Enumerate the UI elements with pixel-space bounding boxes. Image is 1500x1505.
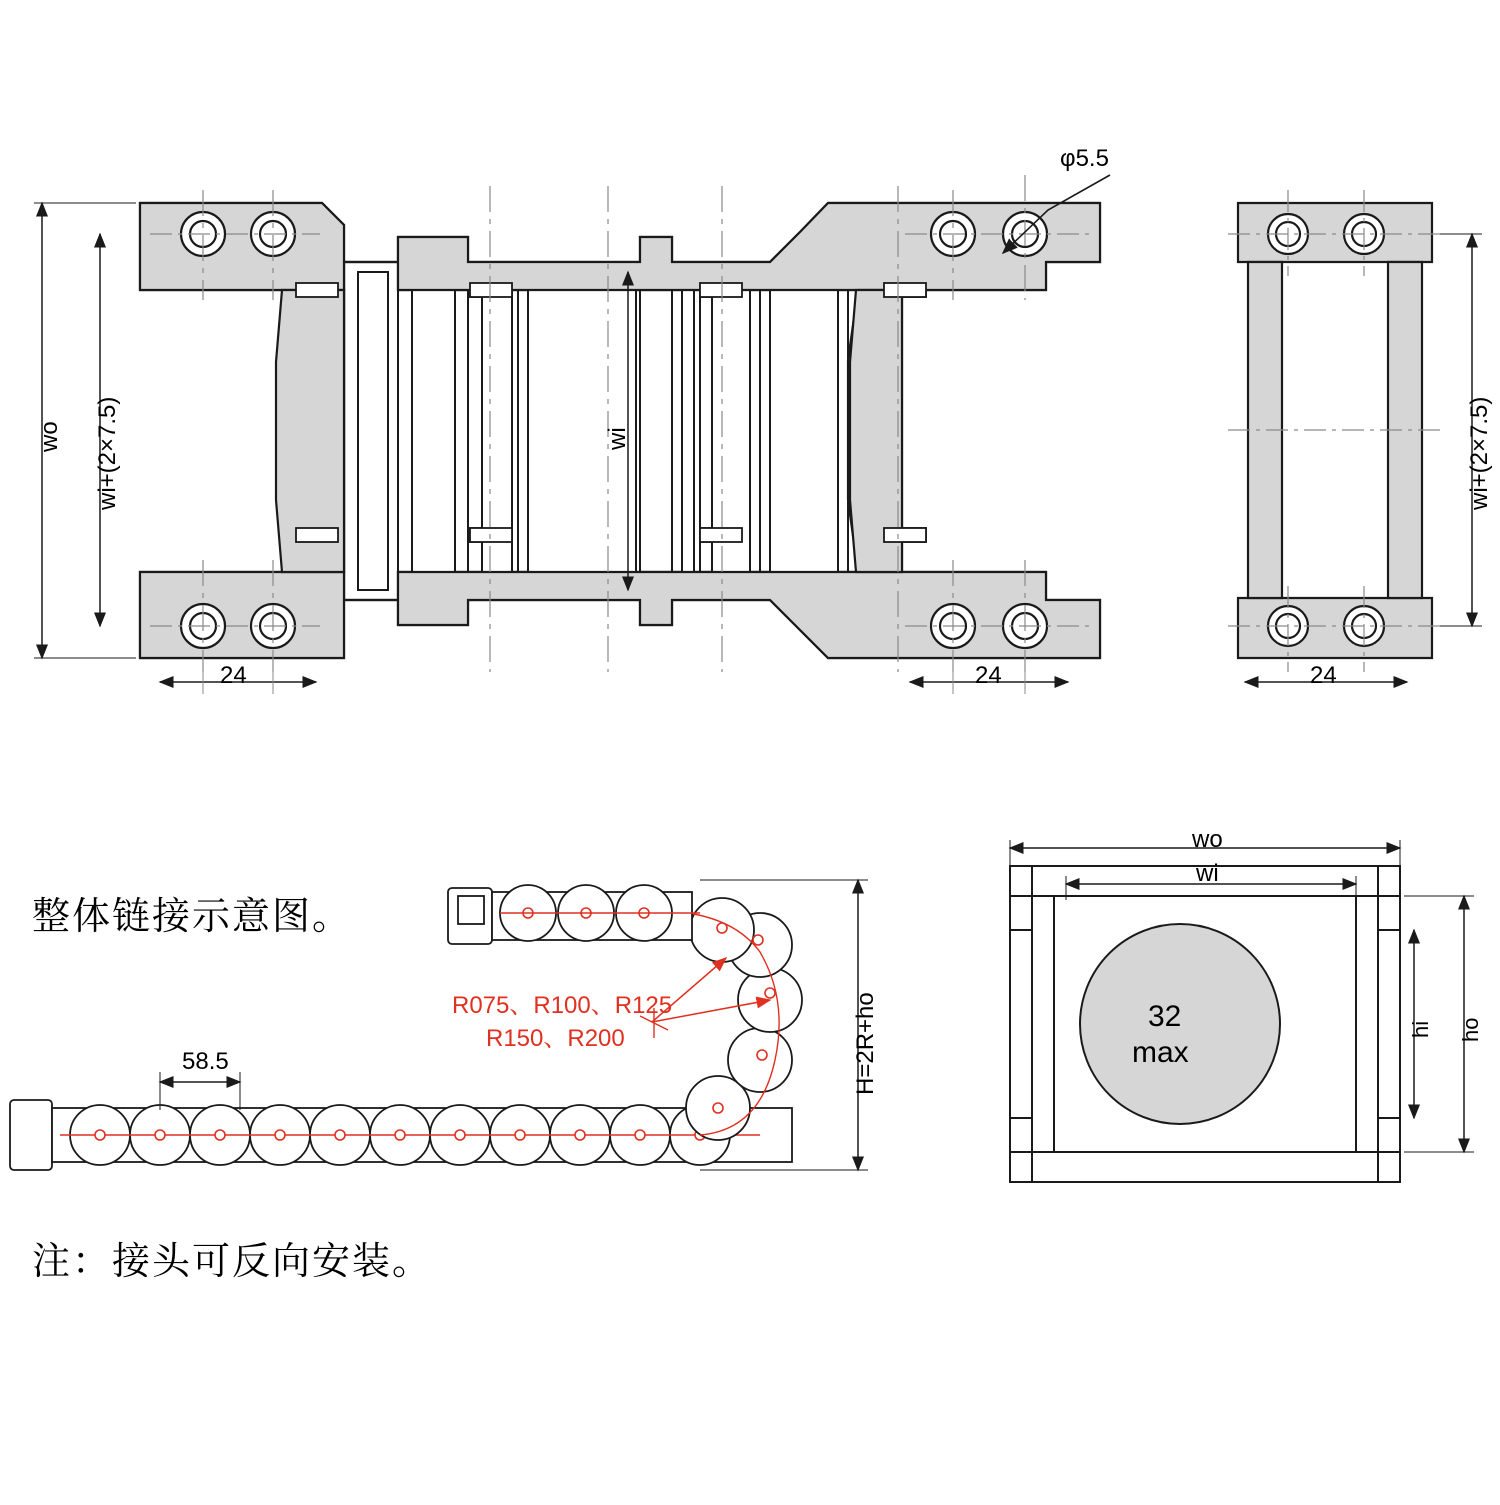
pitch-24-side-label: 24 [1310, 662, 1337, 689]
wi-plus-label-left: wi+(2×7.5) [94, 396, 121, 510]
top-view-chain-link [34, 175, 1110, 694]
cross-section-view [1010, 840, 1474, 1182]
chain-bend [686, 898, 802, 1140]
chain-end-detail [458, 896, 484, 924]
assembly-note: 整体链接示意图。 [32, 894, 353, 938]
max-cable-diameter-unit: max [1132, 1036, 1189, 1069]
footnote-note: 注：接头可反向安装。 [32, 1239, 433, 1283]
height-label: H=2R+ho [852, 992, 879, 1095]
max-cable-diameter-value: 32 [1148, 1000, 1182, 1033]
pitch-58-5-label: 58.5 [182, 1048, 229, 1075]
wi-label-center: wi [604, 427, 631, 450]
pitch-24-right-label: 24 [975, 662, 1002, 689]
chain-end-connector-lower [10, 1100, 52, 1170]
hole-diameter-label: φ5.5 [1060, 145, 1109, 172]
wo-label: wo [36, 421, 63, 452]
wo-label-section: wo [1192, 826, 1223, 853]
pitch-24-left-label: 24 [220, 662, 247, 689]
side-view-link [1228, 190, 1482, 682]
wi-plus-label-right: wi+(2×7.5) [1466, 396, 1493, 510]
chain-upper-run [448, 885, 692, 944]
inner-cells [358, 262, 838, 600]
ho-label: ho [1458, 1017, 1483, 1042]
hi-label: hi [1408, 1020, 1433, 1038]
radius-list-line1: R075、R100、R125 [452, 992, 673, 1019]
dim-58-5 [160, 1072, 240, 1110]
radius-list-line2: R150、R200 [486, 1025, 625, 1052]
wi-label-section: wi [1196, 860, 1219, 887]
